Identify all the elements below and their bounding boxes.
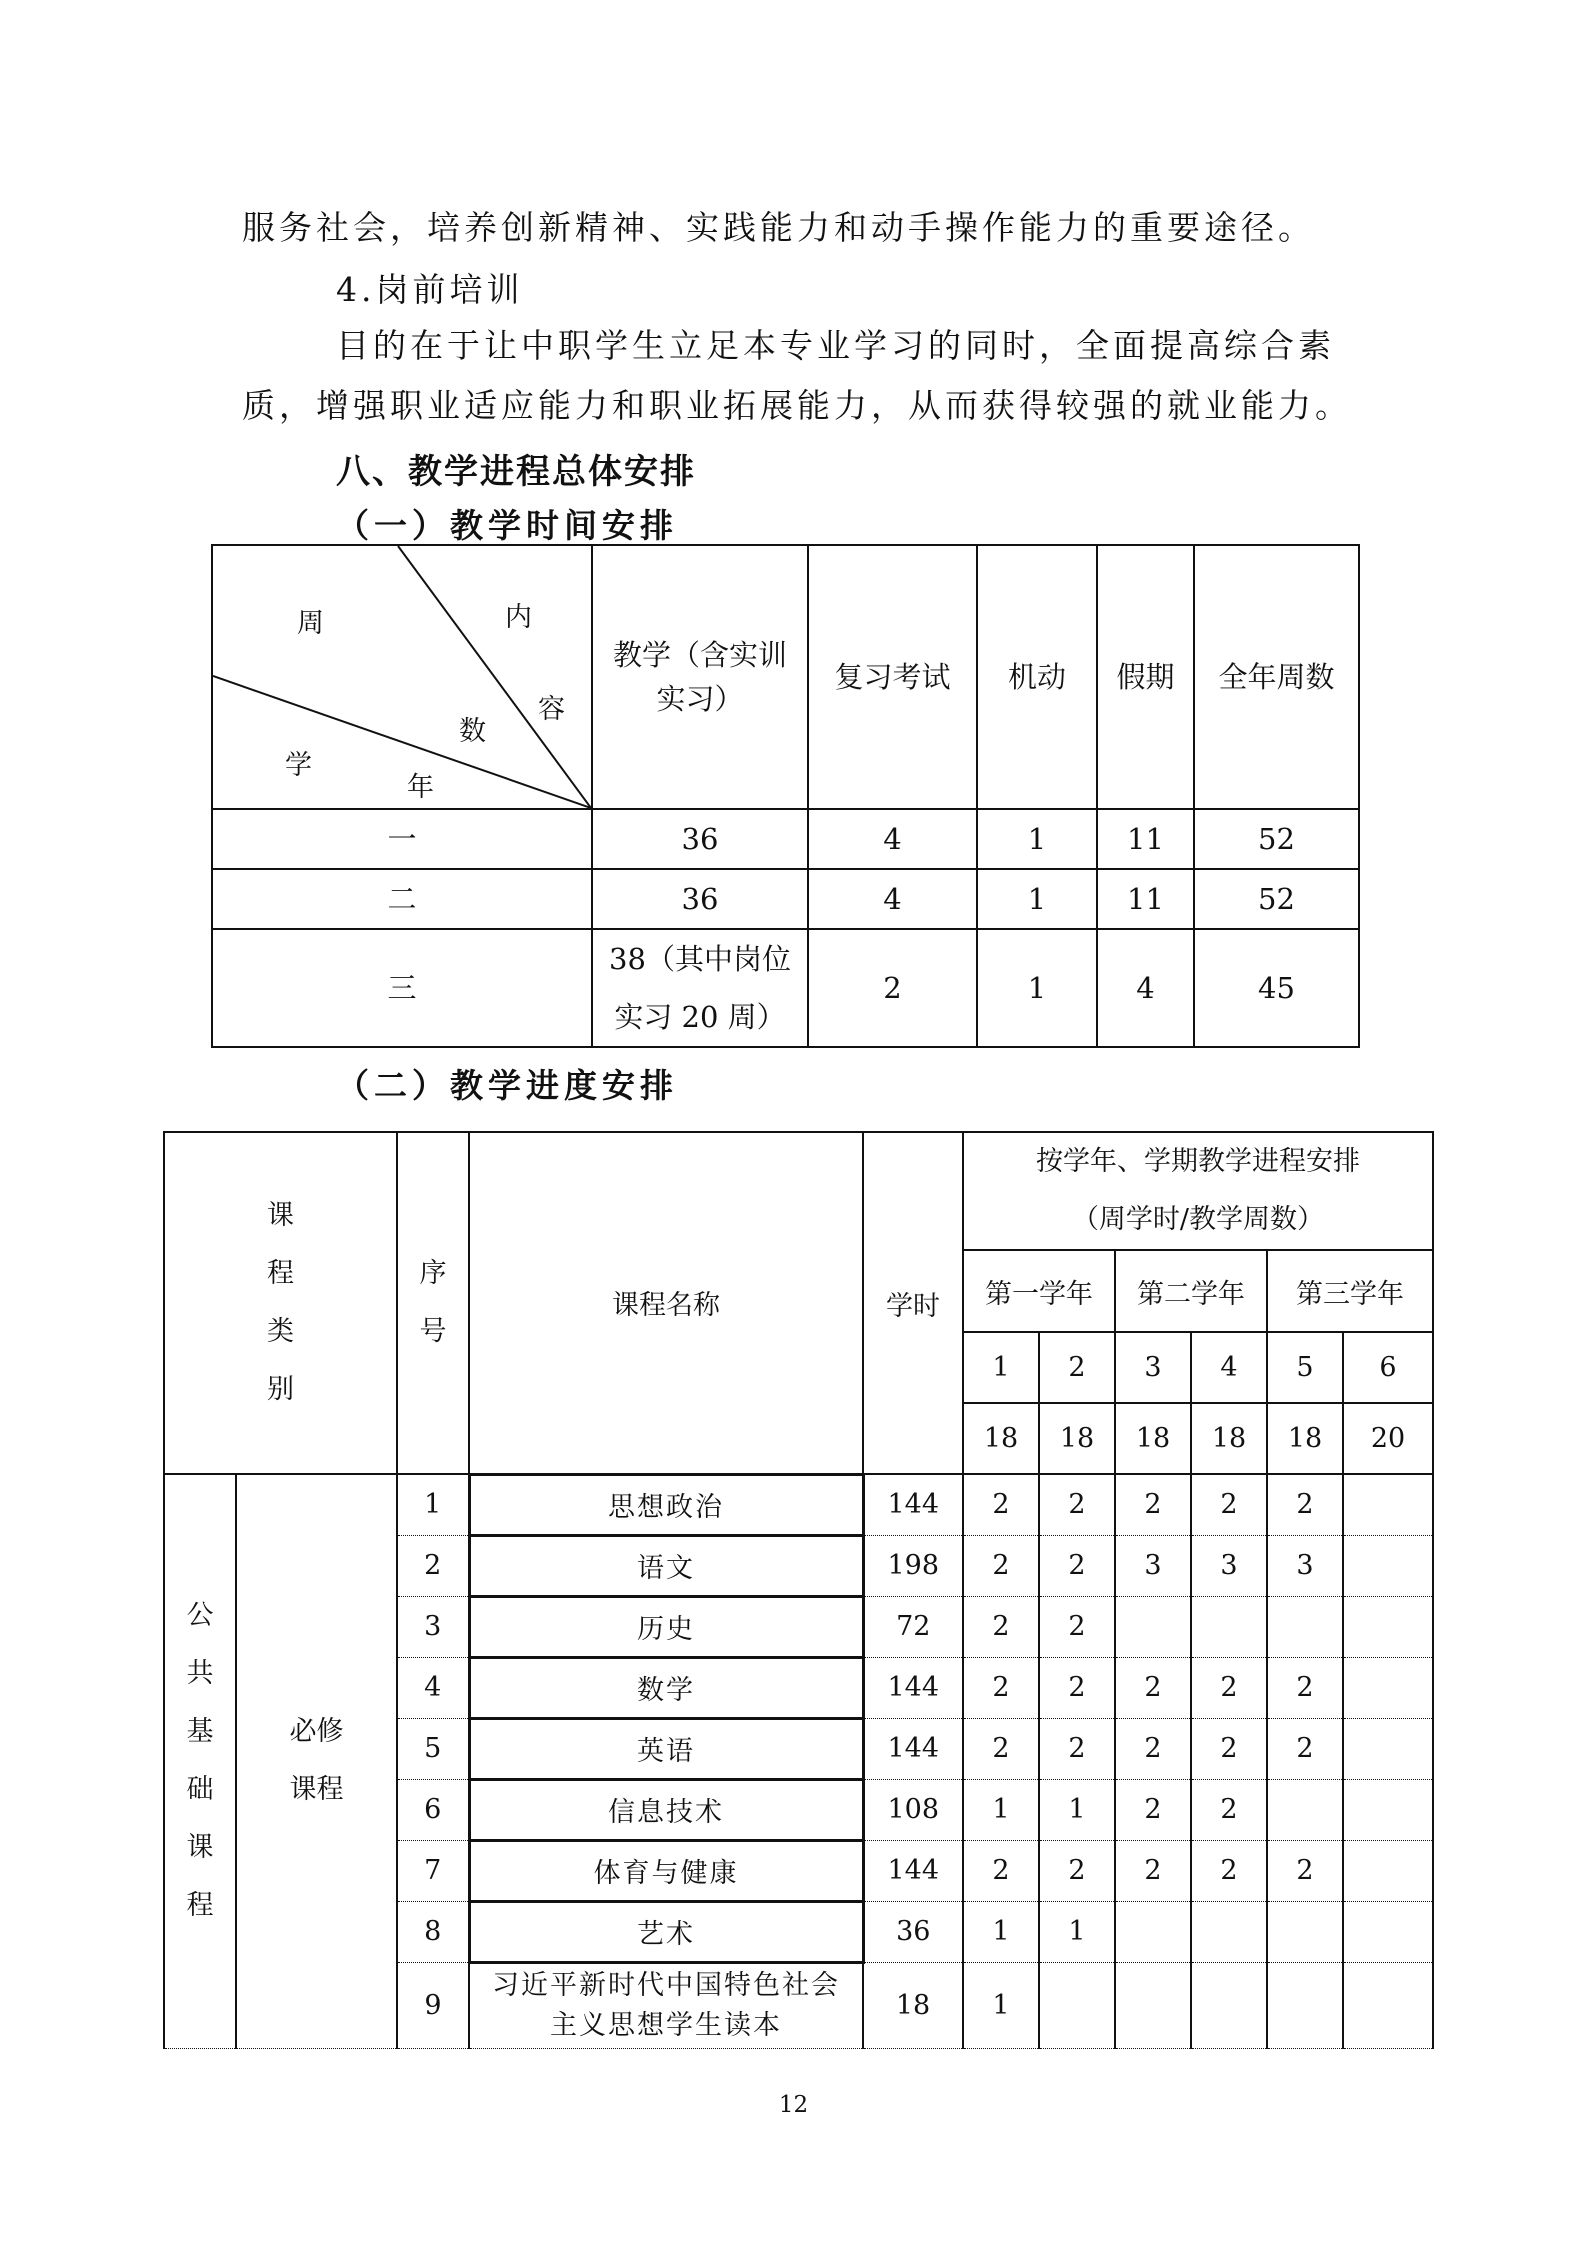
header-arrangement: [963, 1132, 1433, 1250]
cell-semester-hours: 3: [1191, 1535, 1267, 1596]
cell-course-name: 数学: [469, 1657, 863, 1718]
cell-semester-hours: 2: [1039, 1596, 1115, 1657]
cell-course-name: 信息技术: [469, 1779, 863, 1840]
cell-semester-hours: 2: [963, 1840, 1039, 1901]
header-line: 实习）: [656, 682, 744, 716]
header-year-3: 第三学年: [1267, 1250, 1433, 1332]
cell-semester-hours: [1343, 1535, 1433, 1596]
subsection-heading: 4.岗前培训: [336, 270, 524, 309]
cell-line: 实习 20 周）: [614, 1000, 786, 1034]
cell-teaching: 36: [592, 869, 808, 929]
cell-exam: 2: [808, 929, 977, 1047]
cell-hours: 144: [863, 1840, 963, 1901]
cell-semester-hours: 2: [963, 1535, 1039, 1596]
cell-semester-hours: [1115, 1596, 1191, 1657]
cell-semester-hours: 2: [1039, 1474, 1115, 1535]
cell-semester-hours: 2: [1115, 1657, 1191, 1718]
header-exam: 复习考试: [808, 545, 977, 809]
cell-semester-hours: 1: [963, 1962, 1039, 2048]
cell-semester-hours: 2: [1115, 1474, 1191, 1535]
header-char: 别: [267, 1374, 294, 1405]
cell-semester-hours: [1191, 1962, 1267, 2048]
cell-semester-hours: 2: [1039, 1535, 1115, 1596]
header-holiday: 假期: [1097, 545, 1194, 809]
cell-seq: 7: [397, 1840, 469, 1901]
cell-semester-hours: 1: [963, 1779, 1039, 1840]
cell-semester-hours: 2: [1267, 1840, 1343, 1901]
cell-semester-hours: [1267, 1779, 1343, 1840]
cell-flex: 1: [977, 809, 1097, 869]
cell-semester-hours: 1: [963, 1901, 1039, 1962]
header-semester: 2: [1039, 1332, 1115, 1403]
cell-course-name: 语文: [469, 1535, 863, 1596]
cell-semester-hours: 2: [1115, 1718, 1191, 1779]
cell-line: 38（其中岗位: [609, 942, 791, 976]
cell-teaching: [592, 929, 808, 1047]
cell-semester-hours: [1191, 1901, 1267, 1962]
cell-exam: 4: [808, 869, 977, 929]
cell-holiday: 11: [1097, 809, 1194, 869]
cell-semester-hours: [1115, 1962, 1191, 2048]
cell-course-name: 思想政治: [469, 1474, 863, 1535]
category-char: 共: [186, 1658, 214, 1690]
header-line: 教学（含实训: [612, 638, 787, 672]
cell-course-name: 英语: [469, 1718, 863, 1779]
cell-semester-hours: [1343, 1840, 1433, 1901]
cell-semester-hours: 2: [1191, 1840, 1267, 1901]
cell-seq: 6: [397, 1779, 469, 1840]
header-teaching: [592, 545, 808, 809]
cell-hours: 198: [863, 1535, 963, 1596]
cell-hours: 108: [863, 1779, 963, 1840]
cell-semester-hours: 2: [963, 1718, 1039, 1779]
header-course-name: 课程名称: [469, 1132, 863, 1474]
diagonal-label: 周: [297, 608, 324, 639]
category-char: 课: [186, 1832, 214, 1864]
cell-year: 二: [212, 869, 592, 929]
cell-hours: 144: [863, 1718, 963, 1779]
cell-flex: 1: [977, 929, 1097, 1047]
diagonal-label: 内: [505, 602, 532, 633]
cell-semester-hours: 2: [1115, 1779, 1191, 1840]
category-char: 础: [186, 1774, 214, 1806]
cell-seq: 1: [397, 1474, 469, 1535]
header-char: 课: [267, 1200, 294, 1231]
header-char: 类: [267, 1316, 294, 1347]
cell-total: 52: [1194, 809, 1359, 869]
cell-semester-hours: 2: [1191, 1657, 1267, 1718]
header-year-1: 第一学年: [963, 1250, 1115, 1332]
header-total: 全年周数: [1194, 545, 1359, 809]
cell-semester-hours: 2: [1191, 1779, 1267, 1840]
category-sub-line: 必修: [289, 1716, 344, 1748]
cell-semester-hours: 2: [963, 1474, 1039, 1535]
cell-semester-hours: 1: [1039, 1901, 1115, 1962]
diagonal-label: 容: [538, 694, 565, 725]
diagonal-header-cell: [212, 545, 592, 809]
cell-semester-hours: 3: [1267, 1535, 1343, 1596]
cell-seq: 5: [397, 1718, 469, 1779]
cell-year: 一: [212, 809, 592, 869]
cell-course-name: 体育与健康: [469, 1840, 863, 1901]
category-sub: [236, 1474, 397, 2048]
cell-hours: 18: [863, 1962, 963, 2048]
cell-semester-hours: 2: [1267, 1474, 1343, 1535]
cell-line: 习近平新时代中国特色社会: [492, 1969, 840, 2001]
cell-year: 三: [212, 929, 592, 1047]
header-weeks: 18: [1191, 1403, 1267, 1474]
cell-course-name: 艺术: [469, 1901, 863, 1962]
header-weeks: 20: [1343, 1403, 1433, 1474]
cell-holiday: 11: [1097, 869, 1194, 929]
subsection-title: （二）教学进度安排: [336, 1066, 678, 1105]
table-row: [212, 929, 1359, 1047]
cell-seq: 3: [397, 1596, 469, 1657]
diagonal-label: 数: [459, 716, 486, 747]
cell-semester-hours: [1343, 1901, 1433, 1962]
paragraph-line: 目的在于让中职学生立足本专业学习的同时，全面提高综合素: [336, 326, 1335, 365]
cell-semester-hours: 2: [1191, 1474, 1267, 1535]
header-weeks: 18: [1039, 1403, 1115, 1474]
cell-flex: 1: [977, 869, 1097, 929]
cell-semester-hours: [1343, 1962, 1433, 2048]
header-char: 序: [419, 1258, 447, 1289]
cell-semester-hours: 2: [1039, 1718, 1115, 1779]
category-main: [164, 1474, 236, 2048]
page-number: 12: [778, 2092, 809, 2118]
paragraph-line: 服务社会，培养创新精神、实践能力和动手操作能力的重要途径。: [242, 208, 1315, 247]
header-line: 按学年、学期教学进程安排: [1036, 1146, 1360, 1177]
cell-semester-hours: 2: [963, 1657, 1039, 1718]
cell-semester-hours: 1: [1039, 1779, 1115, 1840]
paragraph-line: 质，增强职业适应能力和职业拓展能力，从而获得较强的就业能力。: [242, 386, 1352, 425]
cell-seq: 8: [397, 1901, 469, 1962]
category-char: 公: [186, 1600, 214, 1632]
cell-holiday: 4: [1097, 929, 1194, 1047]
header-hours: 学时: [863, 1132, 963, 1474]
cell-semester-hours: [1267, 1901, 1343, 1962]
diagonal-label: 学: [285, 750, 312, 781]
cell-semester-hours: 2: [1039, 1657, 1115, 1718]
cell-semester-hours: [1191, 1596, 1267, 1657]
diagonal-label: 年: [407, 772, 434, 803]
cell-semester-hours: [1039, 1962, 1115, 2048]
cell-hours: 72: [863, 1596, 963, 1657]
cell-semester-hours: [1343, 1718, 1433, 1779]
cell-total: 45: [1194, 929, 1359, 1047]
cell-semester-hours: 2: [1115, 1840, 1191, 1901]
cell-seq: 4: [397, 1657, 469, 1718]
table-header-row: [212, 545, 1359, 809]
cell-seq: 2: [397, 1535, 469, 1596]
cell-semester-hours: 2: [1267, 1657, 1343, 1718]
cell-semester-hours: [1115, 1901, 1191, 1962]
cell-total: 52: [1194, 869, 1359, 929]
header-semester: 5: [1267, 1332, 1343, 1403]
header-category: [164, 1132, 397, 1474]
cell-exam: 4: [808, 809, 977, 869]
category-sub-line: 课程: [289, 1774, 344, 1806]
section-title: 八、教学进程总体安排: [336, 452, 696, 492]
header-semester: 4: [1191, 1332, 1267, 1403]
header-flex: 机动: [977, 545, 1097, 809]
teaching-progress-table: [163, 1131, 1434, 2049]
cell-course-name: 历史: [469, 1596, 863, 1657]
cell-semester-hours: 2: [1039, 1840, 1115, 1901]
subsection-title: （一）教学时间安排: [336, 506, 678, 545]
header-semester: 6: [1343, 1332, 1433, 1403]
cell-seq: 9: [397, 1962, 469, 2048]
cell-semester-hours: [1267, 1962, 1343, 2048]
cell-semester-hours: 3: [1115, 1535, 1191, 1596]
header-char: 程: [267, 1258, 294, 1289]
cell-hours: 144: [863, 1474, 963, 1535]
header-row: [164, 1132, 1433, 1250]
category-char: 基: [186, 1716, 214, 1748]
cell-semester-hours: [1343, 1779, 1433, 1840]
cell-line: 主义思想学生读本: [550, 2009, 782, 2041]
header-weeks: 18: [1115, 1403, 1191, 1474]
cell-semester-hours: 2: [963, 1596, 1039, 1657]
table-row: [164, 1474, 1433, 1535]
cell-hours: 36: [863, 1901, 963, 1962]
header-seq: [397, 1132, 469, 1474]
cell-semester-hours: [1343, 1657, 1433, 1718]
cell-semester-hours: 2: [1191, 1718, 1267, 1779]
cell-semester-hours: [1343, 1474, 1433, 1535]
cell-teaching: 36: [592, 809, 808, 869]
header-char: 号: [419, 1316, 447, 1347]
time-arrangement-table: [211, 544, 1360, 1048]
table-row: [212, 869, 1359, 929]
cell-hours: 144: [863, 1657, 963, 1718]
header-weeks: 18: [1267, 1403, 1343, 1474]
cell-semester-hours: 2: [1267, 1718, 1343, 1779]
table-row: [212, 809, 1359, 869]
cell-semester-hours: [1343, 1596, 1433, 1657]
cell-course-name: [469, 1962, 863, 2048]
category-char: 程: [186, 1890, 214, 1922]
diagonal-lines: [213, 546, 591, 808]
header-semester: 3: [1115, 1332, 1191, 1403]
header-year-2: 第二学年: [1115, 1250, 1267, 1332]
header-weeks: 18: [963, 1403, 1039, 1474]
header-line: （周学时/教学周数）: [1071, 1204, 1325, 1235]
header-semester: 1: [963, 1332, 1039, 1403]
cell-semester-hours: [1267, 1596, 1343, 1657]
